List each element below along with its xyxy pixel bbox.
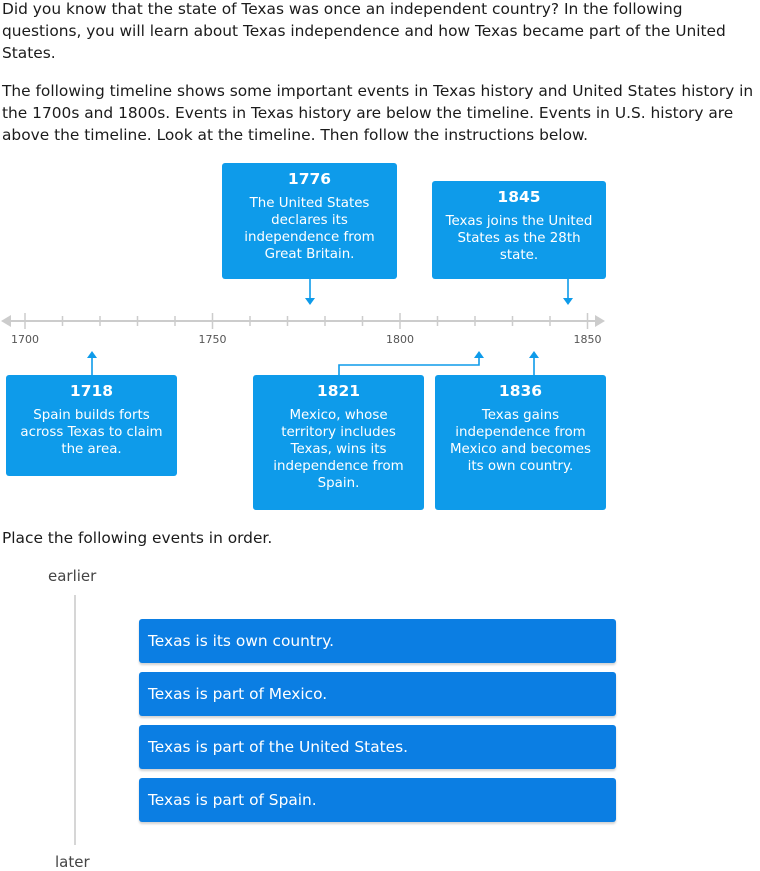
event-text: The United States declares its independence from Great Britain. <box>244 196 375 262</box>
arrowhead-1845 <box>563 298 573 305</box>
timeline-left-arrow <box>1 315 11 327</box>
event-text: Texas joins the United States as the 28th state. <box>445 214 593 263</box>
event-box-1836 <box>435 375 606 510</box>
event-text: Mexico, whose territory includes Texas, wins its independence from Spain. <box>273 408 404 491</box>
event-box-1776 <box>222 163 397 279</box>
order-tile[interactable]: Texas is part of Spain. <box>139 778 616 822</box>
arrowhead-1776 <box>305 298 315 305</box>
event-box-1821 <box>253 375 424 510</box>
arrowhead-1718 <box>87 351 97 358</box>
later-label: later <box>55 853 90 871</box>
axis-label-1850: 1850 <box>573 333 602 346</box>
order-tile[interactable]: Texas is part of the United States. <box>139 725 616 769</box>
event-text: Texas gains independence from Mexico and becomes its own country. <box>449 408 591 474</box>
connectors <box>92 279 568 375</box>
event-year: 1821 <box>316 382 361 400</box>
order-line <box>74 595 76 845</box>
intro-paragraph: Did you know that the state of Texas was once an independent country? In the following questions, you will learn about Texas independence and how Texas became part of the United States. <box>2 0 726 62</box>
arrowhead-1821 <box>474 351 484 358</box>
event-text: Spain builds forts across Texas to claim the area. <box>20 408 163 457</box>
order-tile[interactable]: Texas is its own country. <box>139 619 616 663</box>
event-year: 1836 <box>498 382 543 400</box>
timeline-right-arrow <box>595 315 605 327</box>
event-box-1845 <box>432 181 606 279</box>
arrowhead-1836 <box>529 351 539 358</box>
connector-1821 <box>339 356 479 375</box>
axis-label-1700: 1700 <box>11 333 39 346</box>
axis-label-1800: 1800 <box>386 333 414 346</box>
order-tile[interactable]: Texas is part of Mexico. <box>139 672 616 716</box>
event-year: 1776 <box>287 170 332 188</box>
instruction-text: Place the following events in order. <box>2 529 273 547</box>
event-year: 1718 <box>69 382 114 400</box>
timeline <box>0 150 760 515</box>
earlier-label: earlier <box>48 567 97 585</box>
connector-arrowheads <box>87 298 573 358</box>
timeline-description: The following timeline shows some important events in Texas history and United States history in the 1700s and 1800s. Events in Texas history are below the timeline. Events in U.S. history are above the timeline. Look at the timeline. Then follow the instructions below. <box>2 82 754 144</box>
axis-label-1750: 1750 <box>198 333 227 346</box>
event-box-1718 <box>6 375 177 476</box>
event-year: 1845 <box>497 188 541 206</box>
